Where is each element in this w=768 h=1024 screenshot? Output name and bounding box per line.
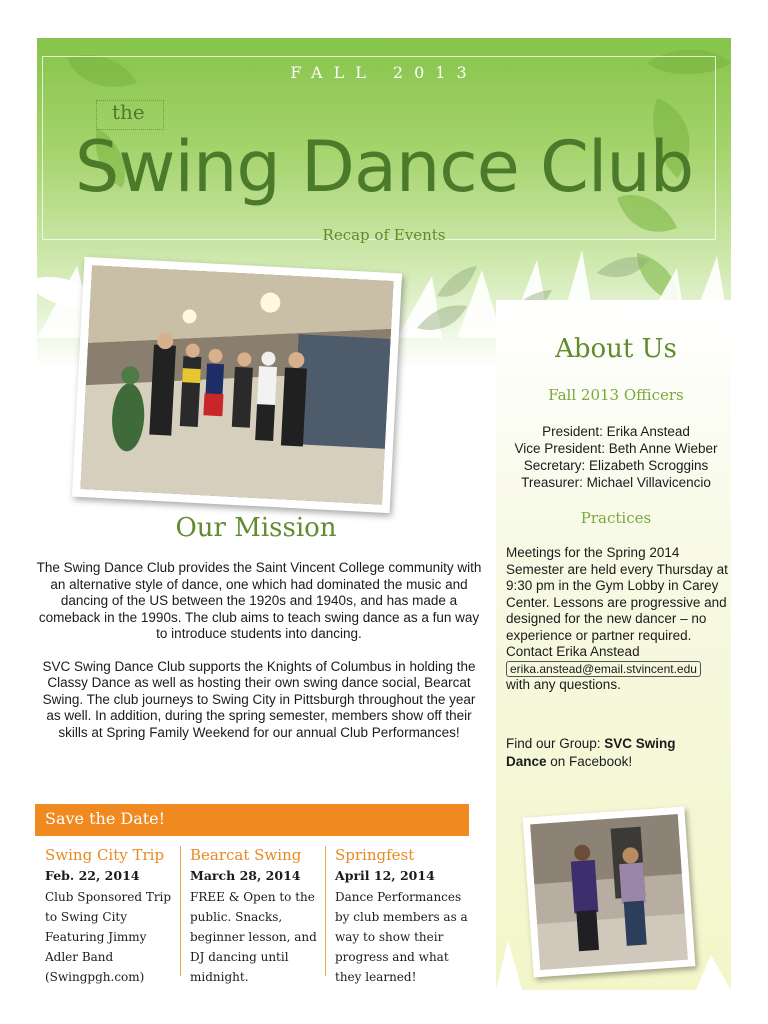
save-the-date-title: Save the Date! (45, 809, 166, 828)
officer-vice-president: Vice President: Beth Anne Wieber (514, 441, 718, 456)
event-date: April 12, 2014 (335, 868, 435, 883)
find-prefix: Find our Group: (506, 736, 605, 751)
practices-text (506, 545, 728, 694)
club-group-photo (72, 257, 402, 513)
season-label: FALL 2013 (290, 63, 478, 82)
group-photo-image (80, 265, 393, 504)
officer-treasurer: Treasurer: Michael Villavicencio (521, 475, 711, 490)
event-date: Feb. 22, 2014 (45, 868, 140, 883)
mission-paragraph-1: The Swing Dance Club provides the Saint Vincent College community with an alternative style of dance, one which had dominated the music and dancing of the US between the 1920s and 1940s, and has made a comeback in the 1990s. The club aims to teach swing dance as a fun way to introduce students into dancing. (36, 560, 482, 641)
officers-list (496, 423, 736, 491)
questions-text: with any questions. (506, 677, 621, 692)
couple-photo-image (530, 814, 688, 970)
facebook-group-name: SVC Swing Dance (506, 736, 676, 769)
mission-text (36, 560, 482, 741)
mission-paragraph-2: SVC Swing Dance Club supports the Knights of Columbus in holding the Classy Dance as well as hosting their own swing dance social, Bearcat Swing. The club journeys to Swing City in Pittsburgh throughout the year as well. In addition, during the spring semester, members show off their skills at Spring Family Weekend for our annual Club Performances! (42, 658, 476, 740)
event-name: Springfest (335, 846, 415, 864)
contact-email[interactable]: erika.anstead@email.stvincent.edu (506, 661, 701, 677)
event-divider (325, 846, 326, 976)
title-article: the (112, 100, 145, 124)
about-heading: About Us (555, 334, 677, 364)
practices-heading: Practices (580, 509, 652, 527)
find-group-text (506, 735, 716, 771)
event-swing-city-trip (45, 846, 183, 987)
event-date: March 28, 2014 (190, 868, 301, 883)
officer-secretary: Secretary: Elizabeth Scroggins (523, 458, 709, 473)
event-name: Swing City Trip (45, 846, 165, 864)
officer-president: President: Erika Anstead (542, 424, 690, 439)
practices-body: Meetings for the Spring 2014 Semester are held every Thursday at 9:30 pm in the Gym Lobby in Carey Center. Lessons are progressive and designed for the new dancer – no experience or partner required. (506, 545, 728, 643)
event-description: Dance Performances by club members as a way to show their progress and what they learned! (335, 890, 468, 984)
officers-heading: Fall 2013 Officers (548, 386, 684, 404)
event-name: Bearcat Swing (190, 846, 302, 864)
event-divider (180, 846, 181, 976)
event-springfest (335, 846, 473, 987)
dancing-couple-photo (523, 807, 696, 978)
contact-email-line (506, 661, 728, 678)
newsletter-subtitle: Recap of Events (322, 226, 446, 244)
event-description: FREE & Open to the public. Snacks, beginner lesson, and DJ dancing until midnight. (190, 890, 317, 984)
mission-heading: Our Mission (175, 513, 337, 543)
find-suffix: on Facebook! (546, 754, 633, 769)
contact-text: Contact Erika Anstead (506, 644, 640, 659)
newsletter-title: Swing Dance Club (74, 126, 694, 208)
event-bearcat-swing (190, 846, 328, 987)
event-description: Club Sponsored Trip to Swing City Featuring Jimmy Adler Band (Swingpgh.com) (45, 890, 172, 984)
